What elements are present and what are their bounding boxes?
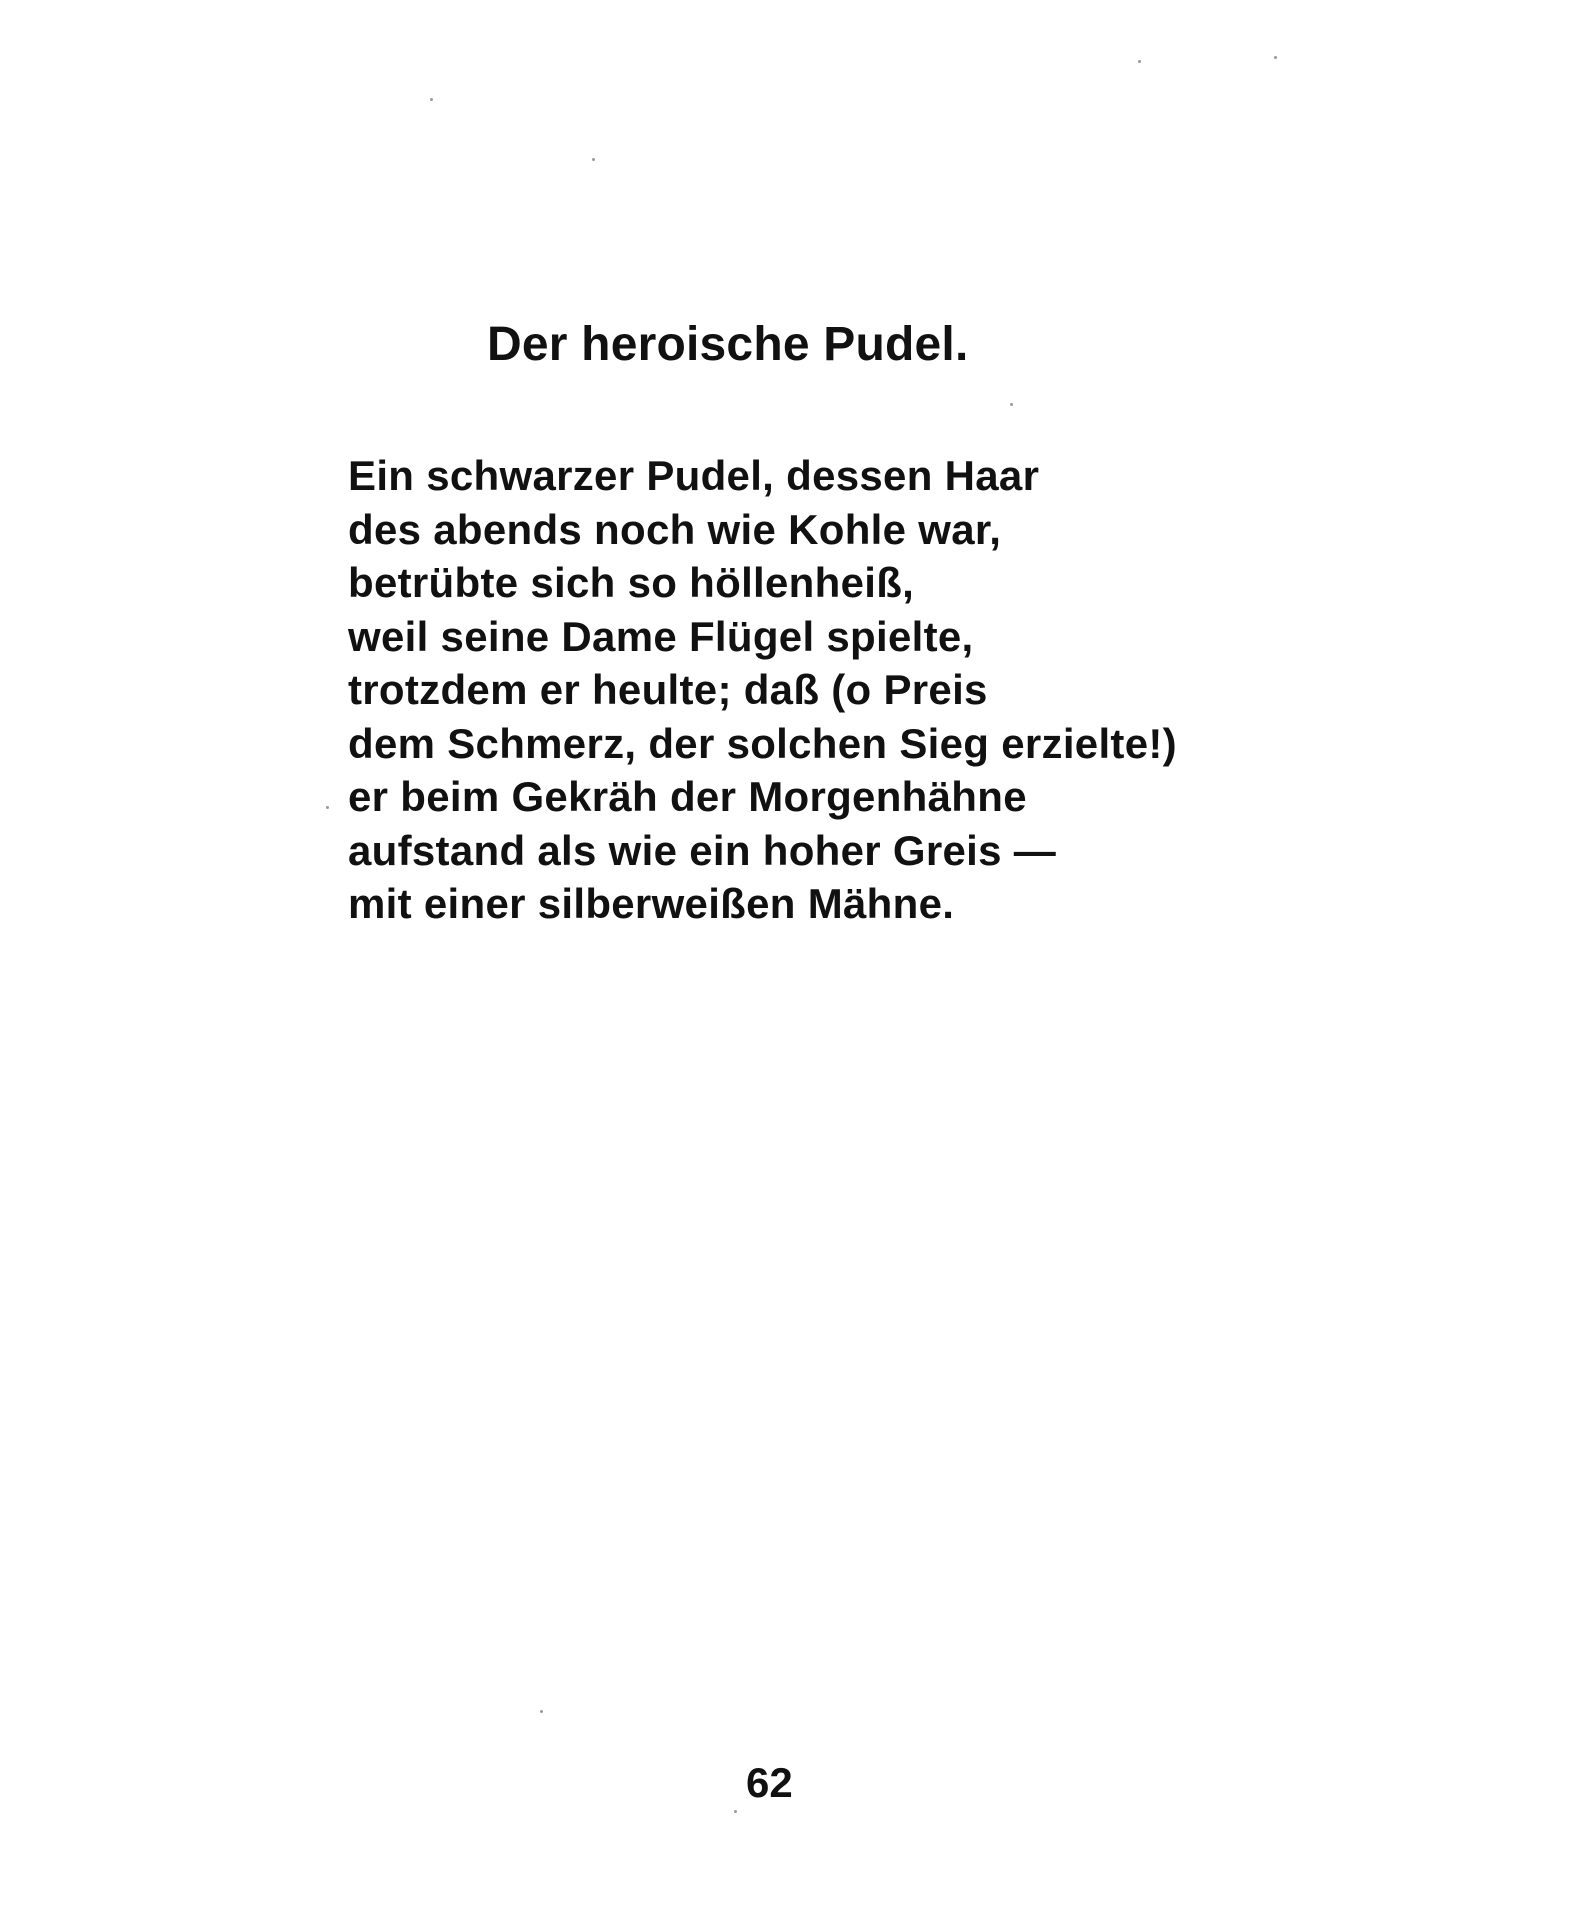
paper-speck [1010,403,1013,406]
paper-speck [734,1810,737,1813]
poem-line: trotzdem er heulte; daß (o Preis [348,666,988,713]
poem-line: dem Schmerz, der solchen Sieg erzielte!) [348,719,1177,767]
paper-speck [1138,60,1141,63]
paper-speck [592,158,595,161]
paper-speck [430,98,433,101]
poem-line: Ein schwarzer Pudel, dessen Haar [348,452,1040,499]
page-number: 62 [746,1759,793,1806]
poem-line: des abends noch wie Kohle war, [348,505,1002,553]
paper-speck [1274,56,1277,59]
poem-line: weil seine Dame Flügel spielte, [348,612,974,660]
paper-speck [326,806,329,809]
poem-line: betrübte sich so höllenheiß, [348,559,915,606]
poem-line: aufstand als wie ein hoher Greis — [348,826,1057,874]
poem-line: er beim Gekräh der Morgenhähne [348,773,1027,820]
poem-title: Der heroische Pudel. [487,318,969,371]
poem-body [348,449,1328,931]
poem-line: mit einer silberweißen Mähne. [348,880,955,927]
paper-speck [540,1710,543,1713]
